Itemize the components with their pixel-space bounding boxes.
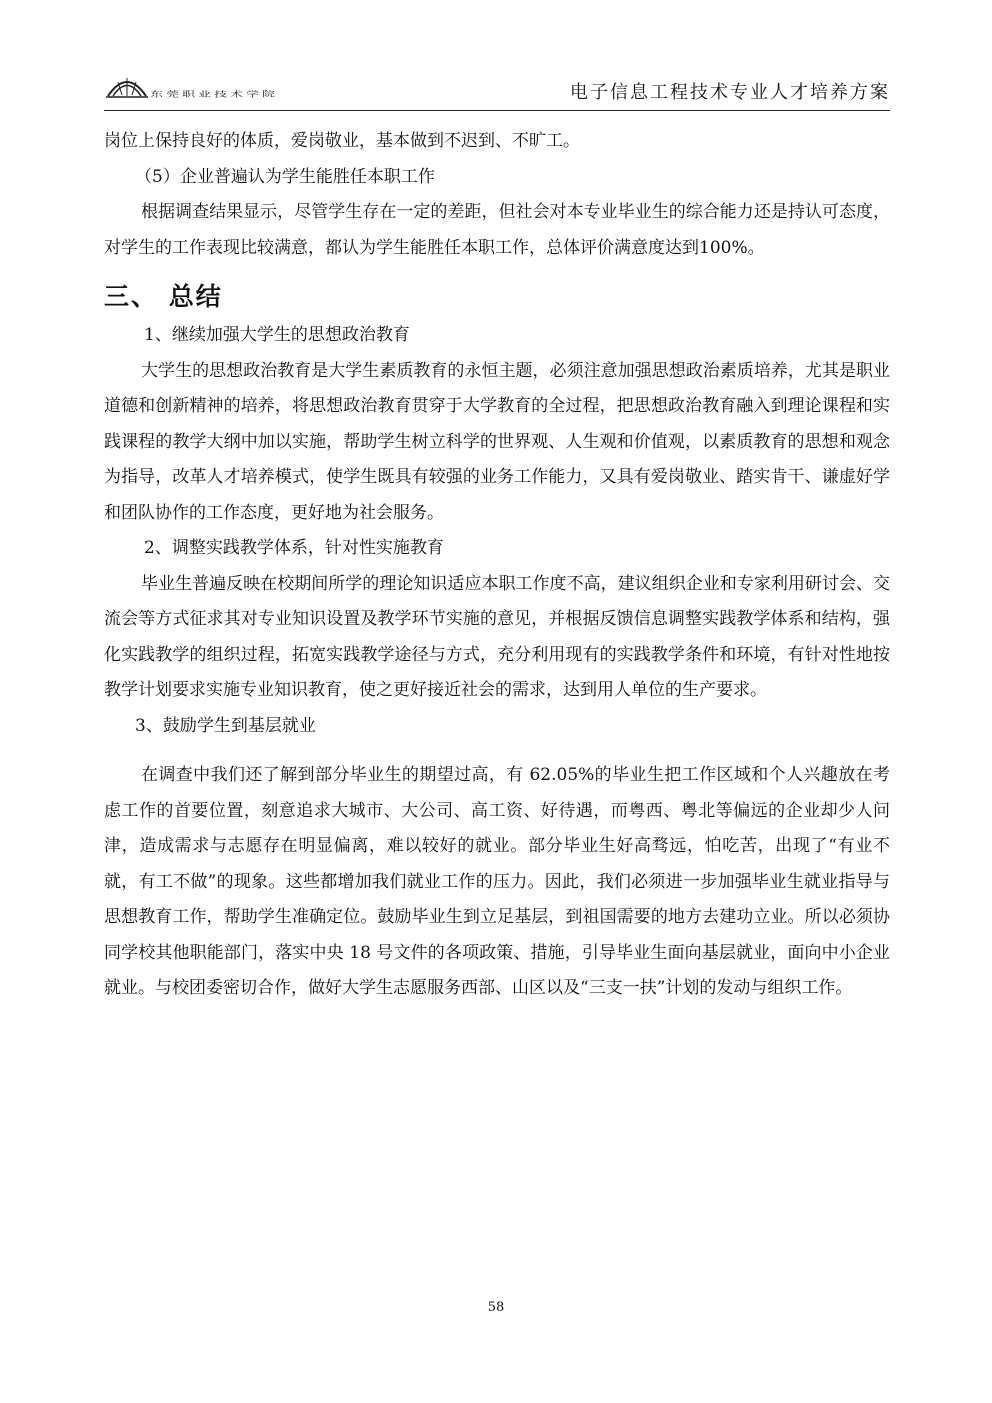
page-number: 58 [487, 1300, 505, 1315]
paragraph-continuation: 岗位上保持良好的体质，爱岗敬业，基本做到不迟到、不旷工。 [104, 131, 580, 151]
item-3-text: 在调查中我们还了解到部分毕业生的期望过高，有 62.05%的毕业生把工作区域和个人兴趣放在考虑工作的首要位置，刻意追求大城市、大公司、高工资、好待遇，而粤西、粤北等偏远的企业却少人问津，造成需求与志愿存在明显偏离，难以较好的就业。部分毕业生好高骛远，怕吃苦，出现了“有业不就，有工不做”的现象。这些都增加我们就业工作的压力。因此，我们必须进一步加强毕业生就业指导与思想教育工作，帮助学生准确定位。鼓励毕业生到立足基层，到祖国需要的地方去建功立业。所以必须协同学校其他职能部门，落实中央 18 号文件的各项政策、措施，引导毕业生面向基层就业，面向中小企业就业。与校团委密切合作，做好大学生志愿服务西部、山区以及“三支一扶”计划的发动与组织工作。 [104, 765, 890, 998]
item-1-text: 大学生的思想政治教育是大学生素质教育的永恒主题，必须注意加强思想政治素质培养，尤其是职业道德和创新精神的培养，将思想政治教育贯穿于大学教育的全过程，把思想政治教育融入到理论课程和实践课程的教学大纲中加以实施，帮助学生树立科学的世界观、人生观和价值观，以素质教育的思想和观念为指导，改革人才培养模式，使学生既具有较强的业务工作能力，又具有爱岗敬业、踏实肯干、谦虚好学和团队协作的工作态度，更好地为社会服务。 [104, 360, 890, 523]
item-3-title: 3、鼓励学生到基层就业 [135, 715, 316, 736]
item-2-text: 毕业生普遍反映在校期间所学的理论知识适应本职工作度不高，建议组织企业和专家利用研讨会、交流会等方式征求其对专业知识设置及教学环节实施的意见，并根据反馈信息调整实践教学体系和结构，强化实践教学的组织过程，拓宽实践教学途径与方式，充分利用现有的实践教学条件和环境，有针对性地按教学计划要求实施专业知识教育，使之更好接近社会的需求，达到用人单位的生产要求。 [104, 573, 890, 700]
paragraph-survey: 根据调查结果显示，尽管学生存在一定的差距，但社会对本专业毕业生的综合能力还是持认可态度，对学生的工作表现比较满意，都认为学生能胜任本职工作，总体评价满意度达到100%。 [104, 202, 890, 258]
section-heading-summary: 三、 总结 [104, 282, 223, 311]
subheading-5: （5）企业普遍认为学生能胜任本职工作 [135, 166, 435, 187]
logo-text: 东莞职业技术学院 [150, 90, 279, 99]
spacer [104, 744, 890, 758]
college-logo [104, 70, 334, 104]
page-header [104, 66, 890, 111]
logo-emblem-icon [104, 70, 150, 104]
item-2-title: 2、调整实践教学体系，针对性实施教育 [144, 538, 444, 558]
running-title: 电子信息工程技术专业人才培养方案 [570, 82, 890, 103]
page-content [104, 124, 890, 1007]
item-1-title: 1、继续加强大学生的思想政治教育 [144, 325, 410, 345]
